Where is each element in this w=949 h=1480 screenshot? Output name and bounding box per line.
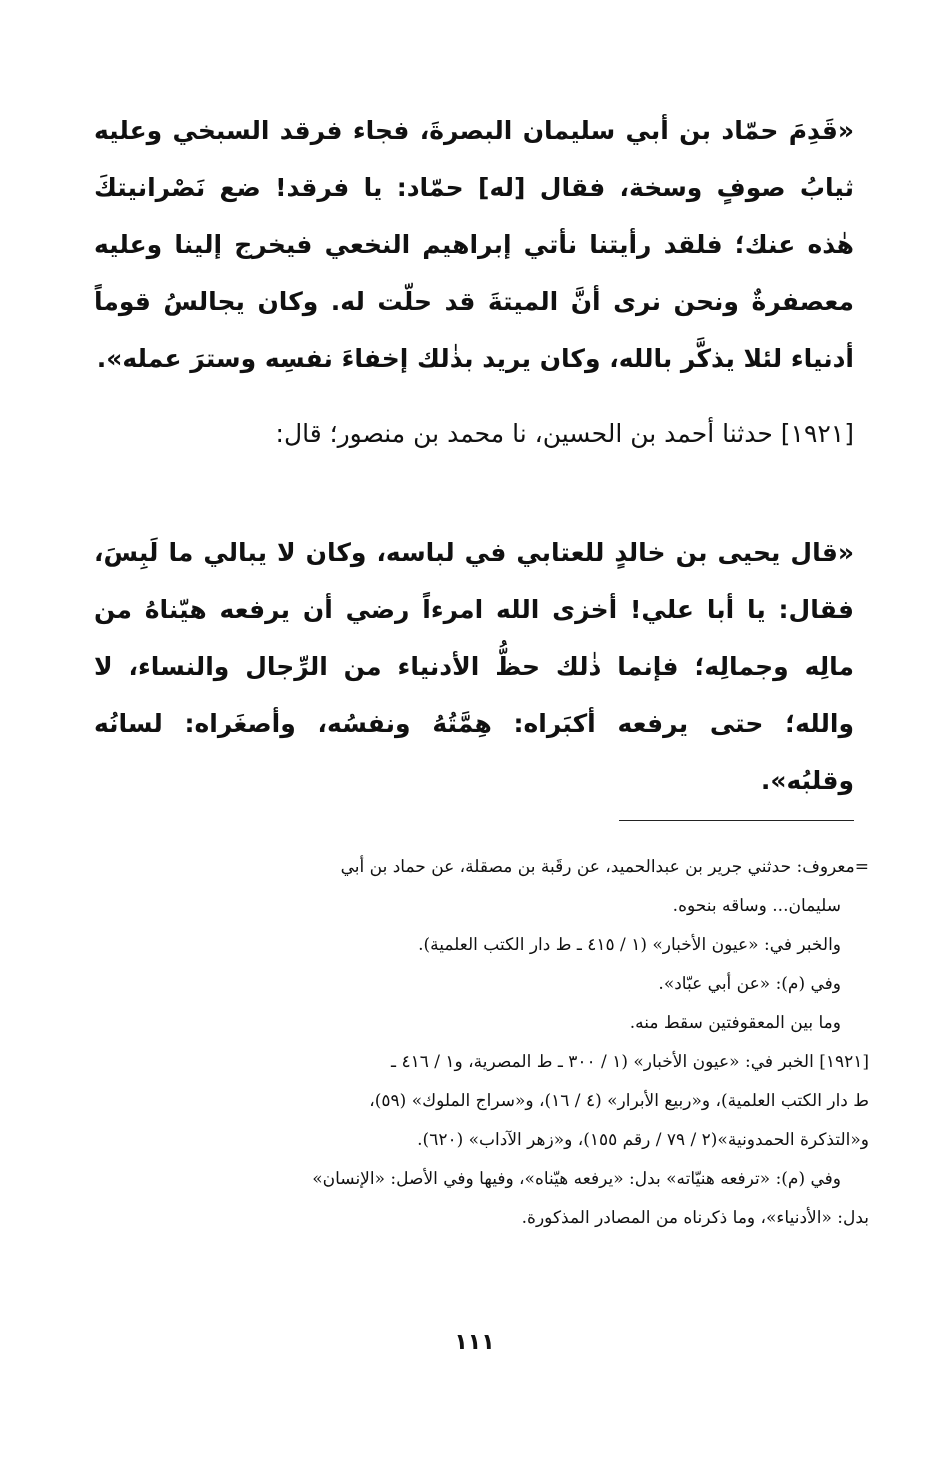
footnote-line: وما بين المعقوفتين سقط منه.: [629, 1013, 841, 1033]
footnote-line: [١٩٢١] الخبر في: «عيون الأخبار» (١ / ٣٠٠ ـ ط المصرية، و١ / ٤١٦ ـ: [391, 1052, 869, 1072]
footnote-line: بدل: «الأدنياء»، وما ذكرناه من المصادر المذكورة.: [521, 1208, 869, 1228]
main-paragraph-2-isnad: [١٩٢١] حدثنا أحمد بن الحسين، نا محمد بن منصور؛ قال:: [275, 419, 854, 448]
footnote-line: والخبر في: «عيون الأخبار» (١ / ٤١٥ ـ ط دار الكتب العلمية).: [418, 935, 841, 955]
footnote-line: وفي (م): «عن أبي عبّاد».: [658, 974, 841, 994]
main-paragraph-1: «قَدِمَ حمّاد بن أبي سليمان البصرةَ، فجاء فرقد السبخي وعليه ثيابُ صوفٍ وسخة، فقال [له] حمّاد: يا فرقد! ضع نَصْرانيتكَ هٰذه عنك؛ فلقد رأيتنا نأتي إبراهيم النخعي فيخرج إلينا وعليه معصفرةٌ ونحن نرى أنَّ الميتةَ قد حلّت له. وكان يجالسُ قوماً أدنياء لئلا يذكَّر بالله، وكان يريد بذٰلك إخفاءَ نفسِه وسترَ عمله».: [94, 116, 854, 373]
footnote-line: =معروف: حدثني جرير بن عبدالحميد، عن رقَبة بن مصقلة، عن حماد بن أبي: [340, 857, 869, 877]
main-paragraph-3: «قال يحيى بن خالدٍ للعتابي في لباسه، وكان لا يبالي ما لَبِسَ، فقال: يا أبا علي! أخزى الله امرءاً رضي أن يرفعه هيّناهُ من مالِه وجمالِه؛ فإنما ذٰلك حظُّ الأدنياء من الرِّجال والنساء، لا والله؛ حتى يرفعه أكبَراه: هِمَّتُهُ ونفسُه، وأصغَراه: لسانُه وقلبُه».: [94, 538, 854, 795]
footnote-line: و«التذكرة الحمدونية»(٢ / ٧٩ / رقم ١٥٥)، و«زهر الآداب» (٦٢٠).: [417, 1130, 869, 1150]
footnotes: [94, 848, 869, 1238]
footnote-line: وفي (م): «ترفعه هنيّاته» بدل: «يرفعه هيّناه»، وفيها وفي الأصل: «الإنسان»: [312, 1169, 841, 1189]
page-number: ١١١: [454, 1330, 495, 1355]
footnote-separator: [619, 820, 854, 821]
footnote-line: ط دار الكتب العلمية)، و«ربيع الأبرار» (٤ / ١٦)، و«سراج الملوك» (٥٩)،: [369, 1091, 869, 1111]
footnote-line: سليمان... وساقه بنحوه.: [672, 896, 841, 916]
